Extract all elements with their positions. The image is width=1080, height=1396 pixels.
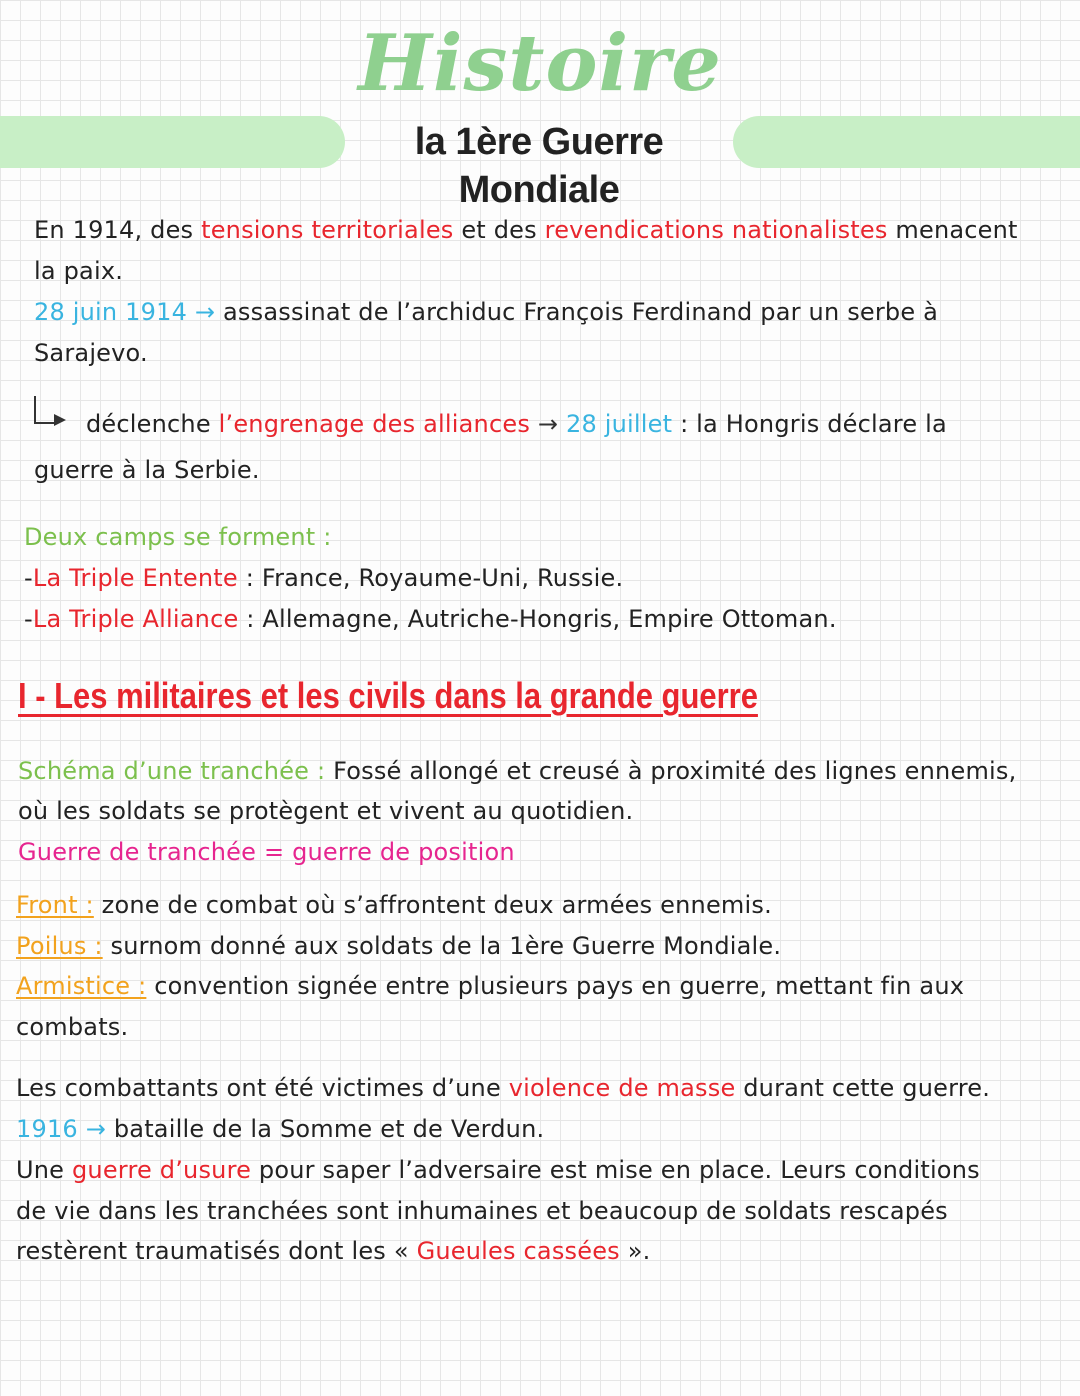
definition-front	[16, 889, 772, 921]
trench-line-1	[18, 755, 1016, 787]
term-armistice: Armistice :	[16, 972, 147, 1000]
hook-arrow-head-icon	[54, 414, 66, 426]
header-band-left	[0, 116, 345, 168]
definition-armistice	[16, 970, 964, 1002]
text: ».	[619, 1237, 651, 1265]
highlight-violence-masse: violence de masse	[508, 1074, 736, 1102]
violence-line-3	[16, 1154, 980, 1186]
text: Les combattants ont été victimes d’une	[16, 1074, 509, 1102]
term-front: Front :	[16, 891, 94, 919]
arrow-icon: →	[187, 298, 224, 326]
intro-line-5	[86, 408, 947, 440]
intro-line-3	[34, 296, 938, 328]
trench-line-2: où les soldats se protègent et vivent au quotidien.	[18, 797, 634, 825]
text: : Allemagne, Autriche-Hongris, Empire Ottoman.	[238, 605, 837, 633]
intro-line-4: Sarajevo.	[34, 339, 148, 367]
highlight-guerre-usure: guerre d’usure	[71, 1156, 252, 1184]
violence-line-1	[16, 1072, 990, 1104]
text: et des	[453, 216, 545, 244]
term-poilus: Poilus :	[16, 932, 103, 960]
text: En 1914, des	[34, 216, 202, 244]
intro-line-6: guerre à la Serbie.	[34, 456, 260, 484]
text: : la Hongris déclare la	[672, 410, 947, 438]
violence-line-4: de vie dans les tranchées sont inhumaines et beaucoup de soldats rescapés	[16, 1197, 948, 1225]
definition-armistice-2: combats.	[16, 1013, 129, 1041]
camps-heading: Deux camps se forment :	[24, 523, 332, 551]
text: pour saper l’adversaire est mise en place. Leurs conditions	[251, 1156, 980, 1184]
arrow-icon: →	[77, 1115, 114, 1143]
trench-line-3: Guerre de tranchée = guerre de position	[18, 838, 515, 866]
date-28-juillet: 28 juillet	[566, 410, 673, 438]
highlight-gueules-cassees: Gueules cassées	[416, 1237, 620, 1265]
intro-line-1	[34, 214, 1018, 246]
highlight-engrenage: l’engrenage des alliances	[218, 410, 531, 438]
text: durant cette guerre.	[735, 1074, 991, 1102]
page-subtitle: la 1ère Guerre Mondiale	[414, 121, 664, 211]
camp-alliance	[24, 603, 837, 635]
highlight-triple-entente: La Triple Entente	[32, 564, 238, 592]
text: restèrent traumatisés dont les «	[16, 1237, 417, 1265]
text: bataille de la Somme et de Verdun.	[113, 1115, 545, 1143]
highlight-triple-alliance: La Triple Alliance	[32, 605, 239, 633]
highlight-revendications: revendications nationalistes	[544, 216, 888, 244]
term-schema-tranchee: Schéma d’une tranchée :	[18, 757, 326, 785]
text: -	[24, 605, 33, 633]
violence-line-2	[16, 1113, 544, 1145]
text: : France, Royaume-Uni, Russie.	[237, 564, 624, 592]
highlight-tensions: tensions territoriales	[201, 216, 454, 244]
page-title: Histoire	[358, 18, 722, 109]
text: Fossé allongé et creusé à proximité des lignes ennemis,	[325, 757, 1017, 785]
text: menacent	[887, 216, 1018, 244]
text: déclenche	[86, 410, 219, 438]
violence-line-5	[16, 1235, 650, 1267]
text: surnom donné aux soldats de la 1ère Guerre Mondiale.	[102, 932, 782, 960]
date-1916: 1916	[16, 1115, 78, 1143]
text: convention signée entre plusieurs pays en guerre, mettant fin aux	[146, 972, 965, 1000]
text: Une	[16, 1156, 72, 1184]
text: zone de combat où s’affrontent deux armées ennemis.	[93, 891, 772, 919]
header-band-right	[733, 116, 1080, 168]
arrow-icon: →	[530, 410, 566, 438]
text: -	[24, 564, 33, 592]
text: assassinat de l’archiduc François Ferdinand par un serbe à	[223, 298, 939, 326]
camp-entente	[24, 562, 623, 594]
date-28-juin-1914: 28 juin 1914	[34, 298, 188, 326]
definition-poilus	[16, 930, 781, 962]
section-title: I - Les militaires et les civils dans la grande guerre	[18, 675, 758, 716]
intro-line-2: la paix.	[34, 257, 124, 285]
hook-arrow-icon	[34, 396, 56, 424]
